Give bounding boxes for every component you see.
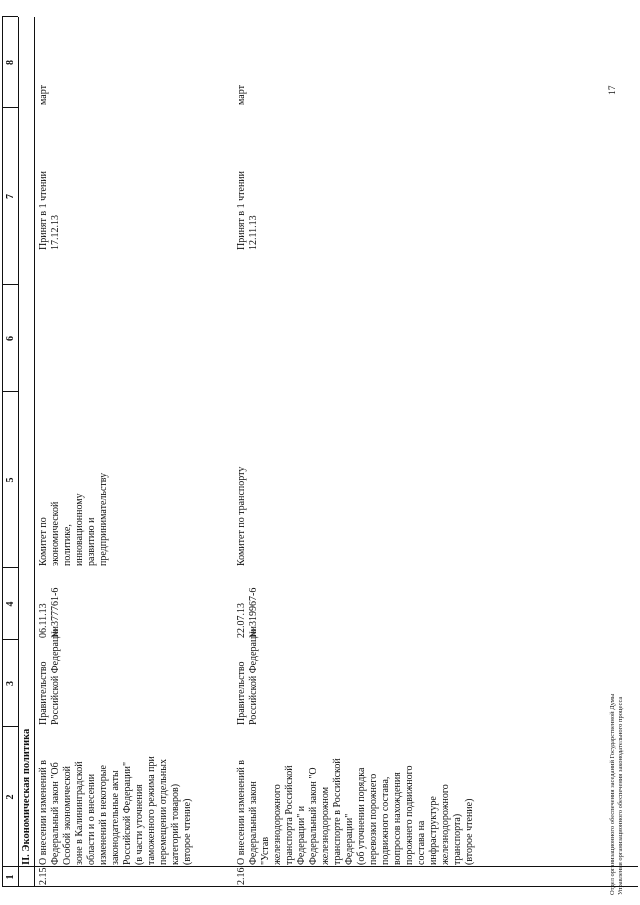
bill-committee: Комитет по транспорту [236, 466, 247, 566]
section-bottom-border [34, 17, 35, 887]
header-bottom-border [18, 17, 19, 887]
bill-status: Принят в 1 чтении 12.11.13 [236, 170, 259, 250]
row-number: 2.15 [38, 867, 49, 885]
footer-text [609, 694, 625, 895]
header-col-3: 3 [5, 681, 16, 686]
page-number: 17 [608, 85, 618, 95]
bill-date-number: 22.07.13 № 319967-6 [236, 587, 259, 638]
bill-author: Правительство Российской Федерации [236, 625, 259, 725]
bill-status: Принят в 1 чтении 17.12.13 [38, 170, 61, 250]
bill-title: О внесении изменений в Федеральный закон "Об Особой экономической зоне в Калининградской области и о внесении изменений в некоторые законодательные акты Российской Федерации" (в части уточнения таможенного режима при перемещении отдельных категорий товаров) (второе чтение) [38, 756, 193, 865]
col-border-0 [2, 886, 638, 887]
section-title: II. Экономическая политика [21, 728, 32, 865]
header-col-7: 7 [5, 194, 16, 199]
footer-line-2: Управления организационного обеспечения законодательного процесса [617, 696, 624, 895]
bill-author: Правительство Российской Федерации [38, 625, 61, 725]
header-col-1: 1 [5, 874, 16, 880]
bill-committee: Комитет по экономической политике, инновационному развитию и предпринимательству [38, 472, 109, 566]
header-col-8: 8 [5, 60, 16, 65]
header-col-6: 6 [5, 336, 16, 341]
header-col-2: 2 [5, 794, 16, 800]
header-col-4: 4 [5, 601, 16, 607]
bill-month: март [38, 85, 49, 105]
bill-month: март [236, 85, 247, 105]
table-top-border [2, 17, 3, 887]
bill-title: О внесении изменений в Федеральный закон "Устав железнодорожного транспорта Российской Федерации" и Федеральный закон "О железнодорожном транспорте в Российской Федерации" (об уточнении порядка перевозки порожнего подвижного состава, вопросов нахождения порожнего подвижного состава на инфраструктуре железнодорожного транспорта) (второе чтение) [236, 758, 475, 865]
footer-line-1: Отдел организационного обеспечения заседаний Государственной Думы [609, 693, 616, 895]
col-border-1 [2, 866, 638, 867]
row-number: 2.16 [236, 867, 247, 885]
bill-date-number: 06.11.13 № 377761-6 [38, 587, 61, 638]
header-col-5: 5 [5, 477, 16, 483]
